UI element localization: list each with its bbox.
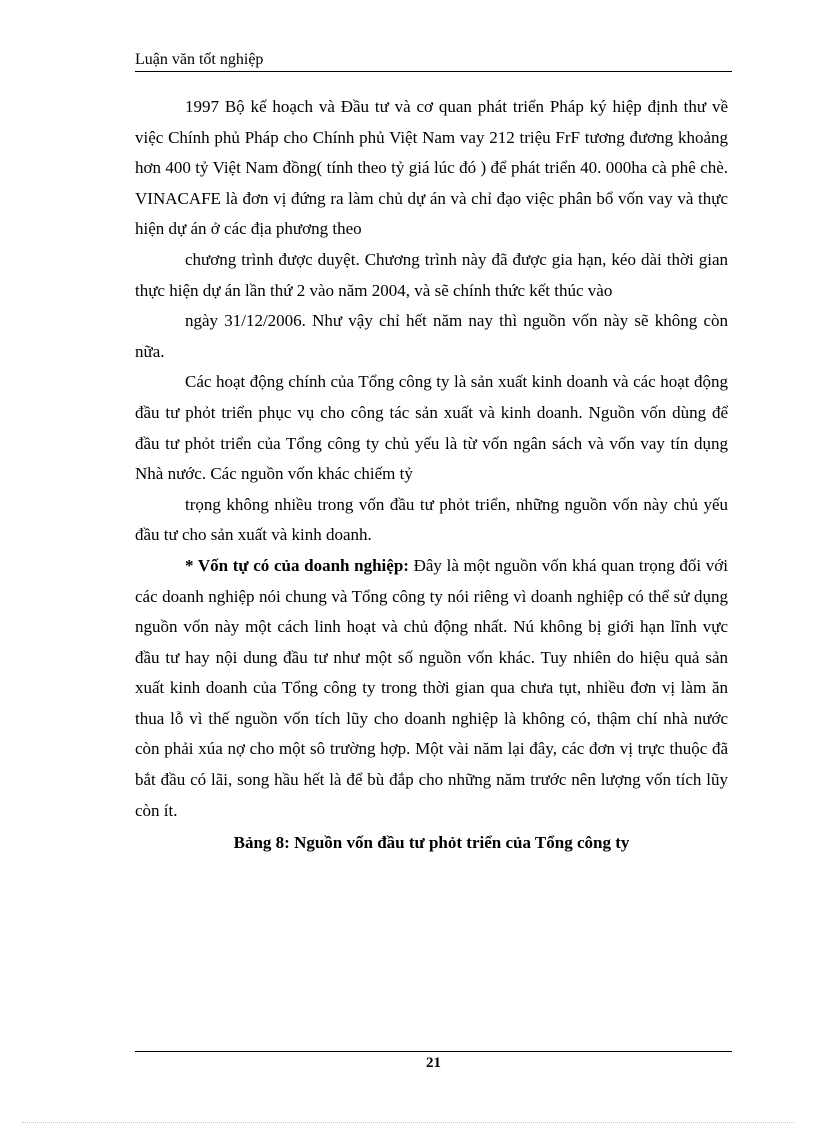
paragraph-5: trọng không nhiều trong vốn đầu tư phỏt triển, những nguồn vốn này chủ yếu đầu tư cho sản xuất và kinh doanh. xyxy=(135,494,728,545)
paragraph-4: Các hoạt động chính của Tổng công ty là sản xuất kinh doanh và các hoạt động đầu tư phỏt triển phục vụ cho công tác sản xuất và kinh doanh. Nguồn vốn dùng để đầu tư phỏt triển của Tổng công ty chủ yếu là từ vốn ngân sách và vốn vay tín dụng Nhà nước. Các nguồn vốn khác chiếm tỷ xyxy=(135,372,728,484)
footer-divider xyxy=(135,1051,732,1052)
paragraph-1: 1997 Bộ kế hoạch và Đầu tư và cơ quan phát triển Pháp ký hiệp định thư về việc Chính phủ Pháp cho Chính phủ Việt Nam vay 212 triệu FrF tương đương khoảng hơn 400 tỷ Việt Nam đồng( tính theo tỷ giá lúc đó ) để phát triển 40. 000ha cà phê chè. VINACAFE là đơn vị đứng ra làm chủ dự án và chỉ đạo việc phân bổ vốn vay và thực hiện dự án ở các địa phương theo xyxy=(135,97,728,239)
page-body xyxy=(135,92,728,859)
table-title: Bảng 8: Nguồn vốn đầu tư phỏt triển của Tổng công ty xyxy=(233,833,630,853)
page-header: Luận văn tốt nghiệp xyxy=(135,51,264,68)
self-capital-text: Đây là một nguồn vốn khá quan trọng đối với các doanh nghiệp nói chung và Tổng công ty nói riêng vì doanh nghiệp có thể sử dụng nguồn vốn này một cách linh hoạt và chủ động nhất. Nú không bị giới hạn lĩnh vực đầu tư hay nội dung đầu tư như một số nguồn vốn khác. Tuy nhiên do hiệu quả sản xuất kinh doanh của Tổng công ty trong thời gian qua chưa tụt, nhiều đơn vị làm ăn thua lỗ vì thế nguồn vốn tích lũy cho doanh nghiệp là không có, thậm chí nhà nước còn phải xúa nợ cho một sô trường hợp. Một vài năm lại đây, các đơn vị trực thuộc đã bắt đầu có lãi, song hầu hết là để bù đắp cho những năm trước nên lượng vốn tích lũy còn ít. xyxy=(135,555,728,820)
paragraph-2: chương trình được duyệt. Chương trình này đã được gia hạn, kéo dài thời gian thực hiện dự án lần thứ 2 vào năm 2004, và sẽ chính thức kết thúc vào xyxy=(135,249,728,300)
page-number: 21 xyxy=(426,1055,441,1071)
self-capital-paragraph xyxy=(135,551,728,826)
paragraph-3: ngày 31/12/2006. Như vậy chỉ hết năm nay thì nguồn vốn này sẽ không còn nữa. xyxy=(135,311,728,361)
header-divider xyxy=(135,71,732,72)
self-capital-heading: * Vốn tự có của doanh nghiệp: xyxy=(185,555,409,575)
